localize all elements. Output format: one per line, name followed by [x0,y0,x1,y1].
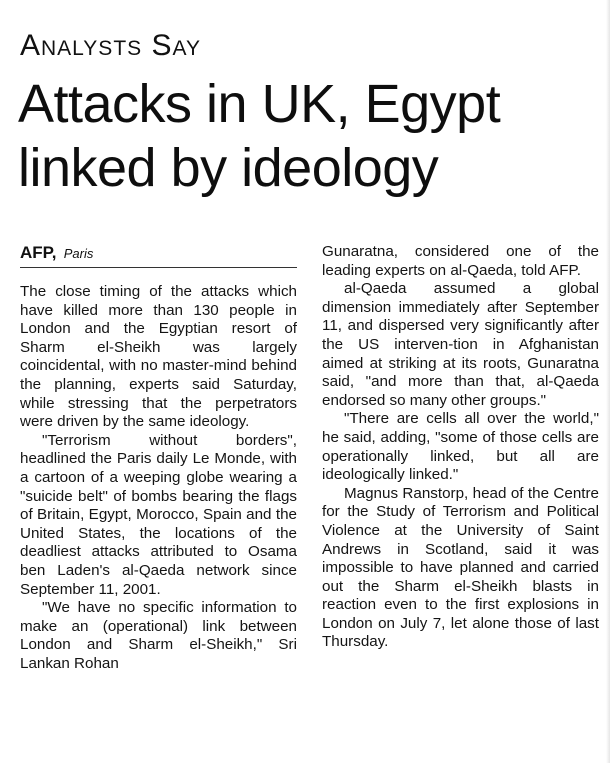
paragraph: "There are cells all over the world," he said, adding, "some of those cells are operationally linked, but all are ideologically linked." [322,410,599,484]
paragraph: al-Qaeda assumed a global dimension immediately after September 11, and dispersed very significantly after the US interven-tion in Afghanistan aimed at striking at its roots, Gunaratna said, "and more than that, al-Qaeda endorsed so many other groups." [322,280,599,409]
paragraph: Magnus Ranstorp, head of the Centre for the Study of Terrorism and Political Violence at the University of Saint Andrews in Scotland, said it was impossible to have planned and carried out the Sharm el-Sheikh blasts in reaction even to the first explosions in London on July 7, let alone those of last Thursday. [322,484,599,651]
article-kicker: Analysts Say [20,29,201,62]
byline [20,243,93,264]
right-column [322,243,599,652]
paragraph: Gunaratna, considered one of the leading experts on al-Qaeda, told AFP. [322,243,599,279]
left-column [20,283,297,673]
byline-agency: AFP, [20,243,57,262]
paragraph: "We have no specific information to make an (operational) link between London and Sharm el-Sheikh," Sri Lankan Rohan [20,599,297,672]
paragraph: The close timing of the attacks which have killed more than 130 people in London and the Egyptian resort of Sharm el-Sheikh was largely coincidental, with no master-mind behind the planning, experts said Saturday, while stressing that the perpetrators were driven by the same ideology. [20,283,297,431]
page-edge-shadow [606,0,610,763]
paragraph: "Terrorism without borders", headlined the Paris daily Le Monde, with a cartoon of a weeping globe wearing a "suicide belt" of bombs bearing the flags of Britain, Egypt, Morocco, Spain and the United States, the locations of the deadliest attacks attributed to Osama ben Laden's al-Qaeda network since September 11, 2001. [20,431,297,598]
article-headline: Attacks in UK, Egypt linked by ideology [18,74,501,198]
byline-divider [20,267,297,268]
byline-city: Paris [63,246,94,261]
